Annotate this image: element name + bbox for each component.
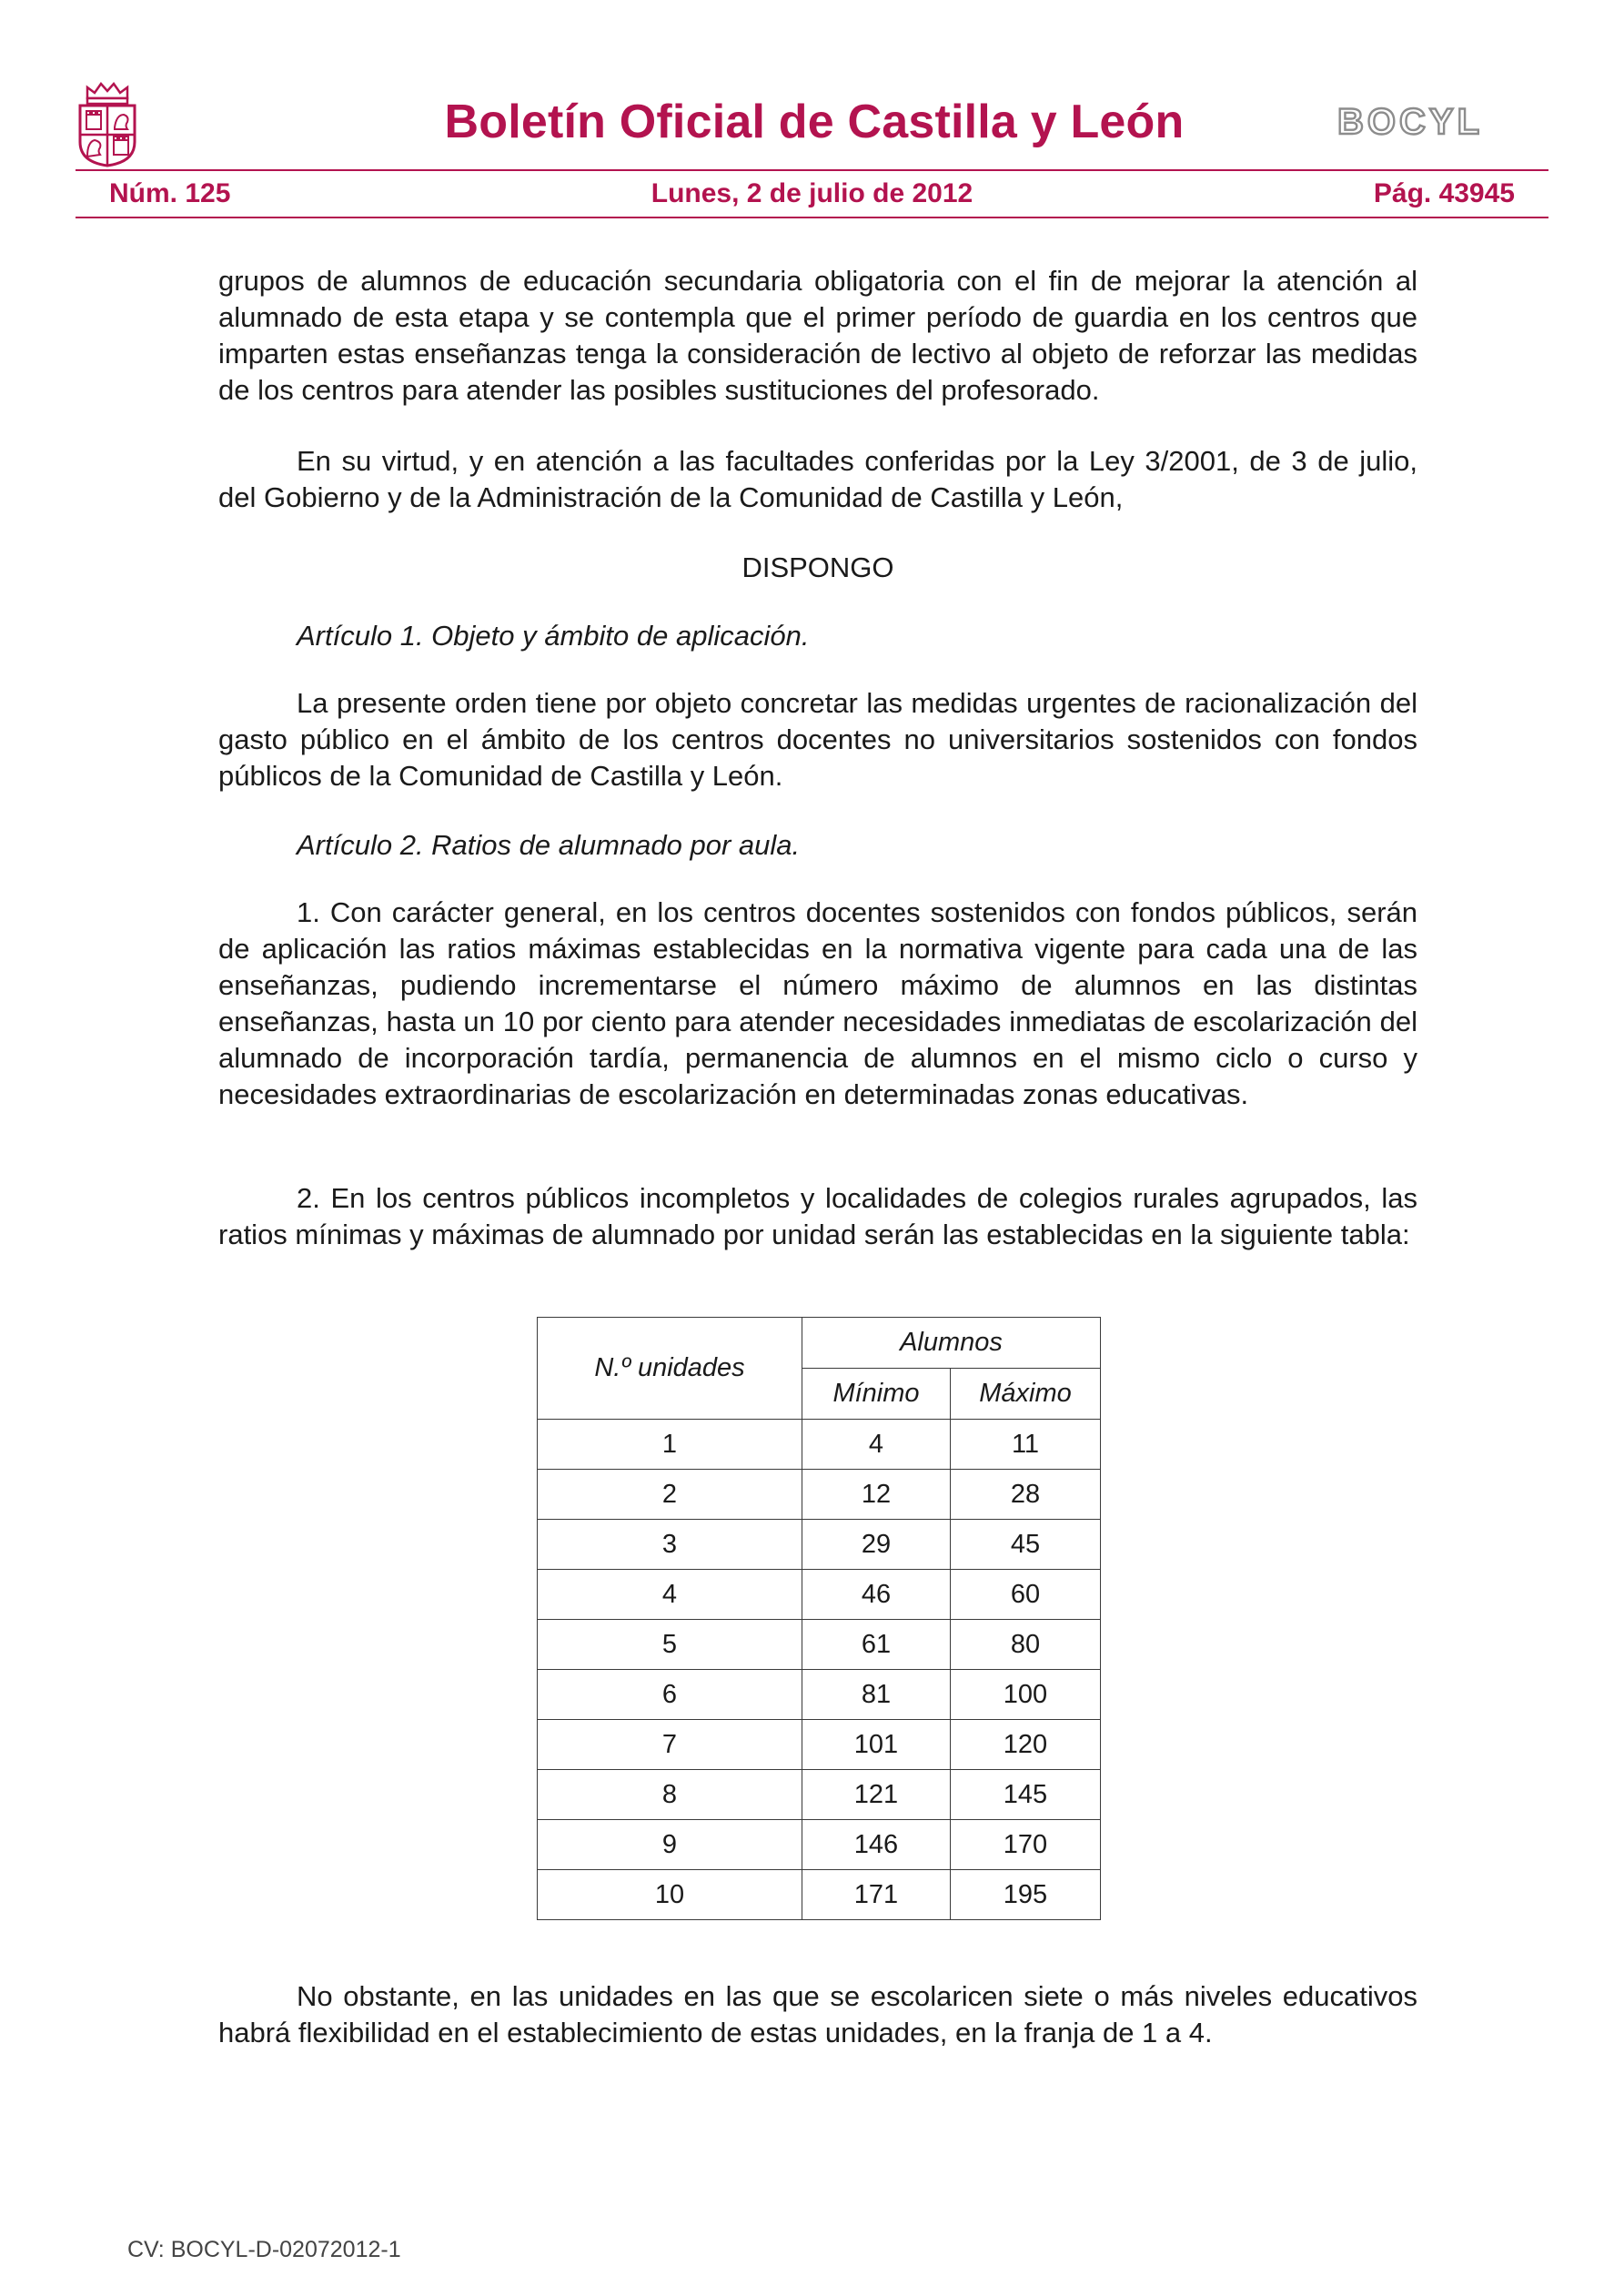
cell-min: 101 [802, 1720, 951, 1770]
bocyl-logo: BOCYL [1337, 102, 1483, 142]
article-2-paragraph-2: 2. En los centros públicos incompletos y localidades de colegios rurales agrupados, las ratios mínimas y máximas de alumnado por unidad serán las establecidas en la siguiente tabla: [218, 1182, 1417, 1250]
table-row [538, 1520, 1101, 1570]
table-row [538, 1820, 1101, 1870]
cell-max: 100 [951, 1670, 1101, 1720]
header-min: Mínimo [802, 1369, 951, 1420]
paragraph-continuation: grupos de alumnos de educación secundaria obligatoria con el fin de mejorar la atención al alumnado de esta etapa y se contempla que el primer período de guardia en los centros que imparten estas enseñanzas tenga la consideración de lectivo al objeto de reforzar las medidas de los centros para atender las posibles sustituciones del profesorado. [218, 265, 1417, 406]
cell-units: 9 [538, 1820, 802, 1870]
cell-min: 4 [802, 1420, 951, 1470]
cell-units: 5 [538, 1620, 802, 1670]
student-ratio-table [537, 1317, 1101, 1920]
cell-units: 1 [538, 1420, 802, 1470]
cell-min: 171 [802, 1870, 951, 1920]
cell-max: 145 [951, 1770, 1101, 1820]
table-row [538, 1420, 1101, 1470]
table-row [538, 1870, 1101, 1920]
cell-max: 120 [951, 1720, 1101, 1770]
header-rule-top [76, 169, 1548, 171]
cell-units: 4 [538, 1570, 802, 1620]
issue-number: Núm. 125 [109, 178, 231, 208]
article-2-title: Artículo 2. Ratios de alumnado por aula. [297, 829, 801, 861]
cell-min: 146 [802, 1820, 951, 1870]
cell-units: 2 [538, 1470, 802, 1520]
verification-code: CV: BOCYL-D-02072012-1 [127, 2237, 401, 2262]
table-row [538, 1470, 1101, 1520]
paragraph-en-su-virtud: En su virtud, y en atención a las facultades conferidas por la Ley 3/2001, de 3 de julio, del Gobierno y de la Administración de la Comunidad de Castilla y León, [218, 445, 1417, 513]
header-alumnos: Alumnos [802, 1318, 1101, 1369]
issue-meta-row [109, 177, 1515, 210]
header-rule-bottom [76, 217, 1548, 218]
table-row [538, 1670, 1101, 1720]
cell-max: 60 [951, 1570, 1101, 1620]
article-2-paragraph-1: 1. Con carácter general, en los centros docentes sostenidos con fondos públicos, serán de aplicación las ratios máximas establecidas en la normativa vigente para cada una de las enseñanzas, pudiendo incrementarse el número máximo de alumnos en las distintas enseñanzas, hasta un 10 por ciento para atender necesidades inmediatas de escolarización del alumnado de incorporación tardía, permanencia de alumnos en el mismo ciclo o curso y necesidades extraordinarias de escolarización en determinadas zonas educativas. [218, 896, 1417, 1110]
table-row [538, 1570, 1101, 1620]
table-row [538, 1620, 1101, 1670]
cell-units: 6 [538, 1670, 802, 1720]
page-number: Pág. 43945 [1373, 178, 1515, 208]
cell-max: 11 [951, 1420, 1101, 1470]
cell-max: 195 [951, 1870, 1101, 1920]
article-1-title: Artículo 1. Objeto y ámbito de aplicación. [297, 620, 810, 652]
dispongo-heading: DISPONGO [741, 551, 894, 583]
article-1-text: La presente orden tiene por objeto concretar las medidas urgentes de racionalización del gasto público en el ámbito de los centros docentes no universitarios sostenidos con fondos públicos de la Comunidad de Castilla y León. [218, 687, 1417, 792]
paragraph-no-obstante: No obstante, en las unidades en las que se escolaricen siete o más niveles educativos habrá flexibilidad en el establecimiento de estas unidades, en la franja de 1 a 4. [218, 1980, 1417, 2048]
cell-max: 170 [951, 1820, 1101, 1870]
cell-units: 7 [538, 1720, 802, 1770]
cell-min: 46 [802, 1570, 951, 1620]
table-row [538, 1770, 1101, 1820]
cell-max: 80 [951, 1620, 1101, 1670]
cell-min: 81 [802, 1670, 951, 1720]
cell-min: 29 [802, 1520, 951, 1570]
cell-max: 28 [951, 1470, 1101, 1520]
issue-date: Lunes, 2 de julio de 2012 [651, 178, 973, 208]
cell-units: 3 [538, 1520, 802, 1570]
cell-units: 8 [538, 1770, 802, 1820]
coat-of-arms-icon [75, 80, 140, 167]
cell-max: 45 [951, 1520, 1101, 1570]
cell-units: 10 [538, 1870, 802, 1920]
cell-min: 61 [802, 1620, 951, 1670]
cell-min: 121 [802, 1770, 951, 1820]
header-units: N.º unidades [538, 1318, 802, 1420]
table-row [538, 1720, 1101, 1770]
bulletin-title: Boletín Oficial de Castilla y León [444, 96, 1185, 148]
cell-min: 12 [802, 1470, 951, 1520]
header-max: Máximo [951, 1369, 1101, 1420]
